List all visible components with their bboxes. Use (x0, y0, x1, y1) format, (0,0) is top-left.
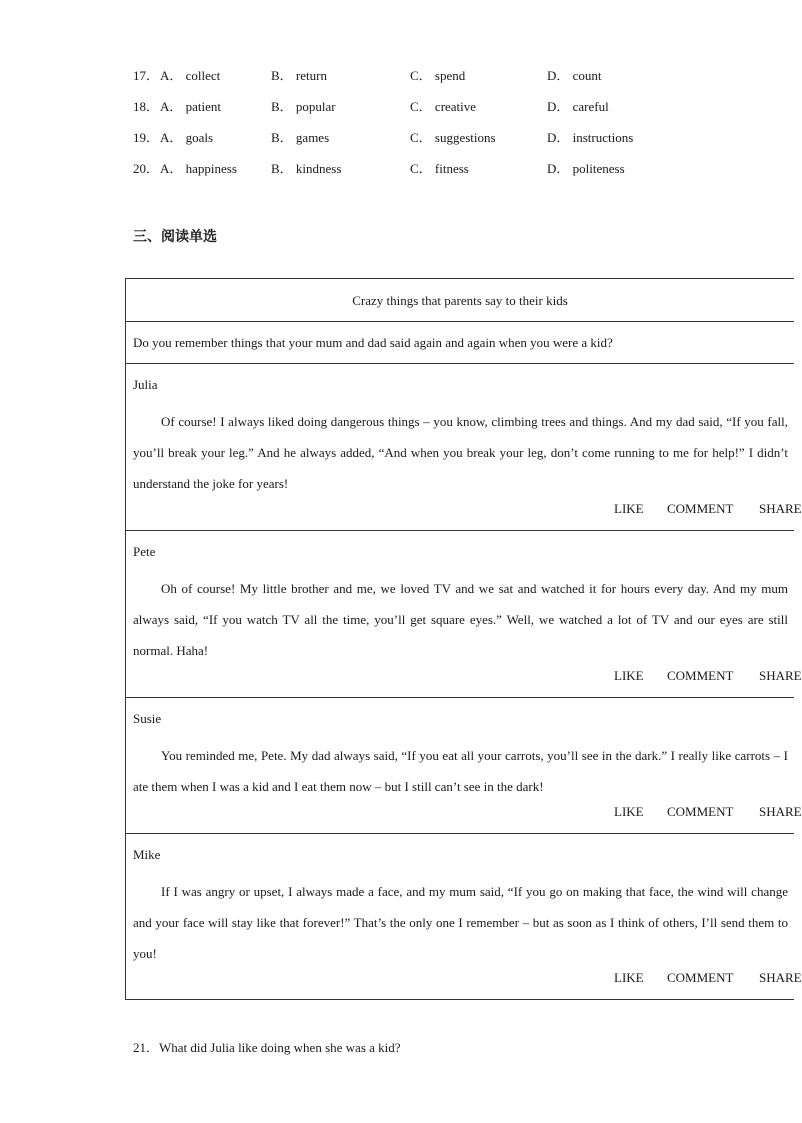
post-text: If I was angry or upset, I always made a face, and my mum said, “If you go on making that face, the wind will change and your face will stay like that forever!” That’s the only one I remember – but as soon as I think of others, I’ll send them to you! (133, 884, 788, 961)
forum-table (125, 278, 802, 1000)
forum-post-susie (126, 698, 802, 834)
post-text: Oh of course! My little brother and me, we loved TV and we sat and watched it for hours every day. And my mum always said, “If you watch TV all the time, you’ll get square eyes.” Well, we watched a lot of TV and our eyes are still normal. Haha! (133, 581, 788, 658)
post-actions (554, 803, 802, 821)
post-actions (554, 667, 802, 685)
post-actions (554, 969, 802, 987)
comment-button[interactable]: COMMENT (667, 804, 734, 819)
post-text: You reminded me, Pete. My dad always said, “If you eat all your carrots, you’ll see in the dark.” I really like carrots – I ate them when I was a kid and I eat them now – but I still can’t see in the dark! (133, 748, 788, 794)
like-button[interactable]: LIKE (614, 970, 644, 985)
share-button[interactable]: SHARE (759, 804, 802, 819)
option-d[interactable]: D． politeness (547, 161, 625, 176)
post-author: Pete (133, 544, 156, 559)
forum-post-pete (126, 531, 802, 698)
option-a[interactable]: A． patient (160, 99, 222, 114)
option-c[interactable]: C． fitness (410, 161, 469, 176)
forum-question: Do you remember things that your mum and dad said again and again when you were a kid? (126, 322, 794, 364)
post-author: Julia (133, 377, 158, 392)
comment-button[interactable]: COMMENT (667, 668, 734, 683)
option-a[interactable]: A． happiness (160, 161, 237, 176)
question-number: 17． (133, 68, 160, 83)
share-button[interactable]: SHARE (759, 668, 802, 683)
option-c[interactable]: C． suggestions (410, 130, 496, 145)
option-b[interactable]: B． popular (271, 99, 336, 114)
option-b[interactable]: B． games (271, 130, 330, 145)
option-d[interactable]: D． careful (547, 99, 609, 114)
option-a[interactable]: A． collect (160, 68, 221, 83)
question-21: 21．What did Julia like doing when she was a kid? (133, 1040, 401, 1055)
question-number: 20． (133, 161, 160, 176)
forum-post-mike (126, 834, 802, 999)
forum-post-julia (126, 364, 802, 531)
like-button[interactable]: LIKE (614, 804, 644, 819)
option-b[interactable]: B． kindness (271, 161, 342, 176)
post-text: Of course! I always liked doing dangerous things – you know, climbing trees and things. And my dad said, “If you fall, you’ll break your leg.” And he always added, “And when you break your leg, don’t come running to me for help!” I didn’t understand the joke for years! (133, 414, 788, 491)
option-a[interactable]: A． goals (160, 130, 214, 145)
option-b[interactable]: B． return (271, 68, 327, 83)
question-number: 18． (133, 99, 160, 114)
comment-button[interactable]: COMMENT (667, 970, 734, 985)
option-c[interactable]: C． creative (410, 99, 477, 114)
option-c[interactable]: C． spend (410, 68, 466, 83)
post-author: Mike (133, 847, 161, 862)
share-button[interactable]: SHARE (759, 970, 802, 985)
option-d[interactable]: D． count (547, 68, 602, 83)
like-button[interactable]: LIKE (614, 668, 644, 683)
comment-button[interactable]: COMMENT (667, 501, 734, 516)
forum-title: Crazy things that parents say to their kids (126, 279, 794, 322)
option-d[interactable]: D． instructions (547, 130, 634, 145)
post-actions (554, 500, 802, 518)
post-author: Susie (133, 711, 162, 726)
like-button[interactable]: LIKE (614, 501, 644, 516)
question-number: 19． (133, 130, 160, 145)
share-button[interactable]: SHARE (759, 501, 802, 516)
section-title: 三、阅读单选 (133, 229, 217, 245)
